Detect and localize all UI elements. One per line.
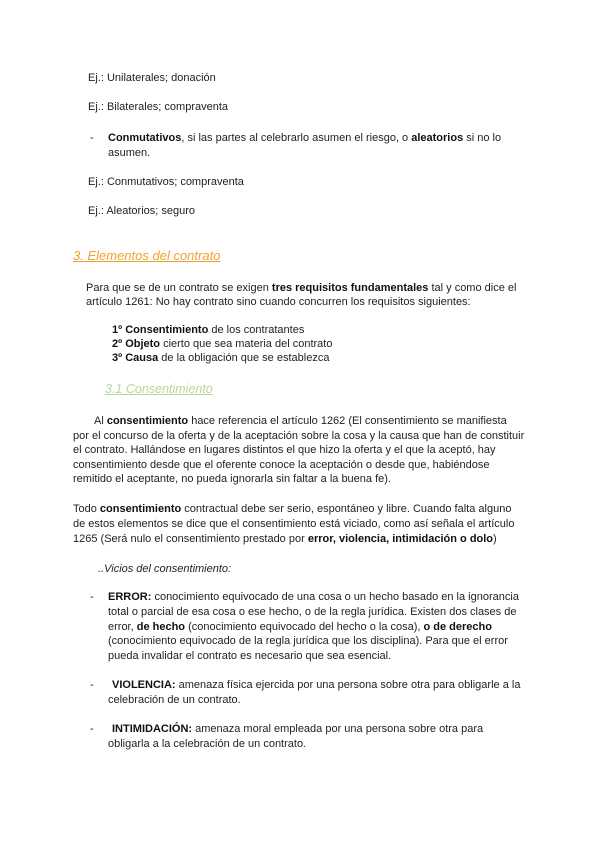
text-span: (conocimiento equivocado del hecho o la cosa), — [185, 621, 424, 633]
text-span: Todo — [73, 503, 100, 515]
error-line-5: pueda invalidar el contrato es necesario que sea esencial. — [108, 650, 392, 662]
text-span: amenaza moral empleada por una persona sobre otra para — [192, 723, 484, 735]
list-dash: - — [90, 132, 94, 144]
text-span: conocimiento equivocado de una cosa o un hecho basado en la ignorancia — [151, 591, 519, 603]
requisito-3 — [112, 351, 329, 365]
consent-paragraph-1-line-2: por el concurso de la oferta y de la aceptación sobre la cosa y la causa que han de constituir — [73, 430, 525, 442]
example-bilaterales: Ej.: Bilaterales; compraventa — [88, 101, 229, 113]
error-line-4: (conocimiento equivocado de la regla jurídica que los disciplina). Para que el error — [108, 635, 508, 647]
section-heading-consentimiento — [73, 381, 213, 397]
consent-paragraph-2-line-3 — [73, 532, 497, 546]
text-span: error, — [108, 621, 137, 633]
text-span: Para que se de un contrato se exigen — [86, 282, 272, 294]
term-aleatorios: aleatorios — [411, 132, 464, 144]
term-causa: 3º Causa — [112, 352, 159, 364]
term-vicios: error, violencia, intimidación o dolo — [307, 533, 494, 545]
text-span: ) — [493, 533, 497, 545]
consent-paragraph-2-line-2: de estos elementos se dice que el consentimiento está viciado, como así señala el artículo — [73, 518, 515, 530]
consent-paragraph-1-line-4: consentimiento desde que el oferente conoce la aceptación o desde que, habiéndose — [73, 459, 490, 471]
list-dash: - — [90, 723, 94, 735]
term-objeto: 2º Objeto — [112, 338, 161, 350]
consent-paragraph-1-line-3: el contrato. Hallándose en lugares distintos el que hizo la oferta y el que la aceptó, hay — [73, 444, 496, 456]
conmutativos-line-2: asumen. — [108, 147, 151, 159]
example-aleatorios: Ej.: Aleatorios; seguro — [88, 205, 196, 217]
requisito-1 — [112, 323, 304, 337]
consent-paragraph-1-line-1 — [94, 414, 507, 428]
term-violencia: VIOLENCIA: — [112, 679, 176, 691]
term-conmutativos: Conmutativos — [108, 132, 182, 144]
term-consentimiento: consentimiento — [106, 415, 189, 427]
term-requisitos: tres requisitos fundamentales — [271, 282, 429, 294]
consent-paragraph-2-line-1 — [73, 502, 511, 516]
heading-text: 3.1 Consentimiento — [105, 382, 213, 396]
section3-paragraph-line-1 — [86, 281, 516, 295]
error-line-1 — [108, 590, 519, 604]
text-span: si no lo — [463, 132, 502, 144]
intimidacion-line-2: obligarla a la celebración de un contrato. — [108, 738, 307, 750]
error-line-2: total o parcial de esa cosa o ese hecho, o de la regla jurídica. Existen dos clases de — [108, 606, 517, 618]
text-span: cierto que sea materia del contrato — [160, 338, 333, 350]
intimidacion-line-1 — [112, 722, 483, 736]
example-unilaterales: Ej.: Unilaterales; donación — [88, 72, 216, 84]
requisito-2 — [112, 337, 332, 351]
text-span: hace referencia el artículo 1262 (El consentimiento se manifiesta — [188, 415, 507, 427]
term-consentimiento: consentimiento — [99, 503, 182, 515]
text-span: 1265 (Será nulo el consentimiento prestado por — [73, 533, 308, 545]
text-span: amenaza física ejercida por una persona sobre otra para obligarle a la — [175, 679, 521, 691]
text-span: tal y como dice el — [428, 282, 517, 294]
consent-paragraph-1-line-5: remitido el aceptante, no pueda ignorarla sin faltar a la buena fe). — [73, 473, 391, 485]
error-line-3 — [108, 620, 492, 634]
example-conmutativos: Ej.: Conmutativos; compraventa — [88, 176, 244, 188]
list-dash: - — [90, 679, 94, 691]
text-span: , si las partes al celebrarlo asumen el riesgo, o — [181, 132, 412, 144]
term-de-hecho: de hecho — [136, 621, 186, 633]
violencia-line-1 — [112, 678, 520, 692]
term-de-derecho: o de derecho — [423, 621, 492, 633]
term-consentimiento: 1º Consentimiento — [112, 324, 209, 336]
text-span: de la obligación que se establezca — [158, 352, 330, 364]
term-error: ERROR: — [108, 591, 152, 603]
list-dash: - — [90, 591, 94, 603]
text-span: contractual debe ser serio, espontáneo y libre. Cuando falta alguno — [181, 503, 512, 515]
text-span: de los contratantes — [208, 324, 305, 336]
section3-paragraph-line-2: artículo 1261: No hay contrato sino cuando concurren los requisitos siguientes: — [86, 296, 471, 308]
text-span: Al — [94, 415, 107, 427]
conmutativos-line-1 — [108, 131, 501, 145]
section-heading-elementos: 3. Elementos del contrato — [73, 248, 221, 263]
violencia-line-2: celebración de un contrato. — [108, 694, 241, 706]
term-intimidacion: INTIMIDACIÓN: — [112, 723, 193, 735]
vicios-subheading: ..Vicios del consentimiento: — [98, 563, 232, 575]
